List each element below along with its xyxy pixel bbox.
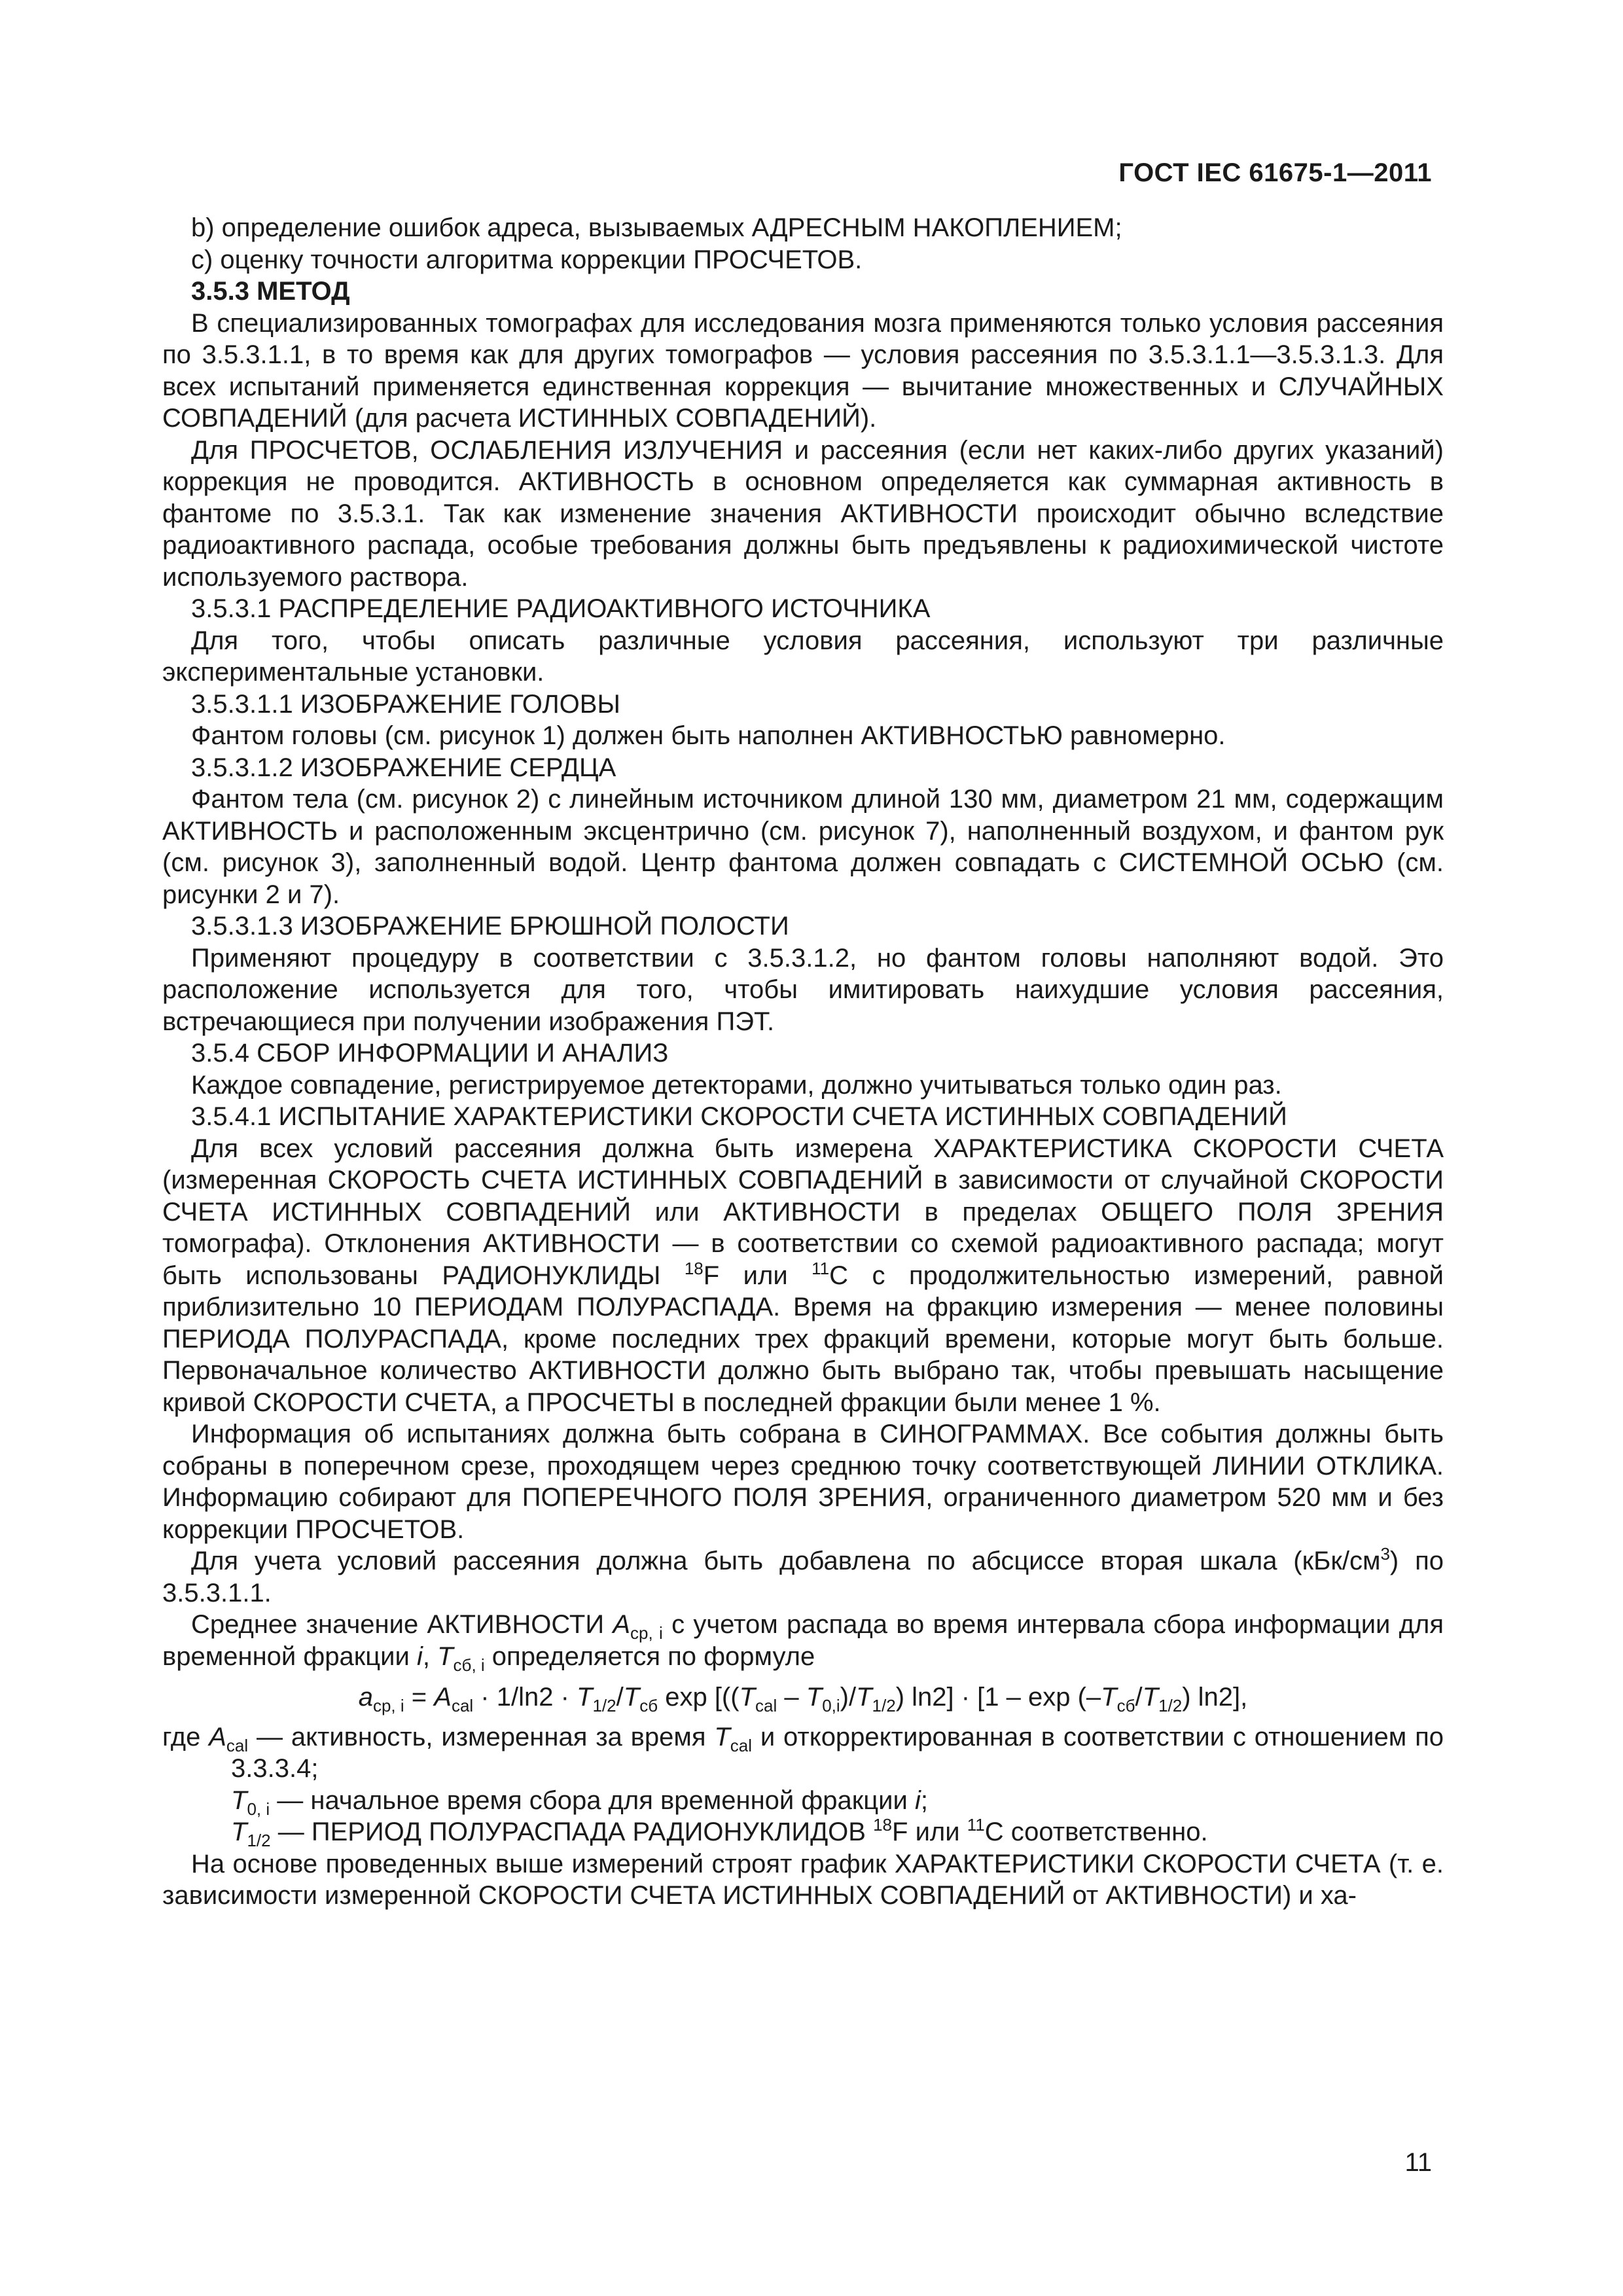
paragraph: Фантом головы (см. рисунок 1) должен быть наполнен АКТИВНОСТЬЮ равномерно. [191,721,1226,750]
paragraph: В специализированных томографах для исследования мозга применяются только условия рассеяния по 3.5.3.1.1, в то время как для других томографов — условия рассеяния по 3.5.3.1.1—3.5.3.1.3. Для всех испытаний применяется единственная коррекция — вычитание множественных и СЛУЧАЙНЫХ СОВПАДЕНИЙ (для расчета ИСТИННЫХ СОВПАДЕНИЙ). [162,308,1444,433]
formula-text: / [1135,1683,1143,1712]
formula-subscript: ср, i [372,1696,404,1715]
subscript: cal [226,1735,249,1755]
text-run: с учетом распада во время интервала сбора информации для временной фракции [162,1610,1444,1671]
subscript: 0, i [247,1799,270,1819]
formula-subscript: 1/2 [872,1696,896,1715]
symbol-T: T [437,1641,454,1671]
paragraph: Информация об испытаниях должна быть собрана в СИНОГРАММАХ. Все события должны быть собраны в поперечном срезе, проходящем через среднюю точку соответствующей ЛИНИИ ОТКЛИКА. Информацию собирают для ПОПЕРЕЧНОГО ПОЛЯ ЗРЕНИЯ, ограниченного диаметром 520 мм и без коррекции ПРОСЧЕТОВ. [162,1420,1444,1544]
where-clause-acal [162,1721,1444,1785]
subsection-heading-3-5-4-1: 3.5.4.1 ИСПЫТАНИЕ ХАРАКТЕРИСТИКИ СКОРОСТИ СЧЕТА ИСТИННЫХ СОВПАДЕНИЙ [191,1102,1287,1131]
symbol-A: A [613,1610,631,1639]
symbol-A: A [209,1722,226,1751]
formula-symbol: a [358,1683,373,1712]
isotope-mass-number: 18 [684,1258,704,1278]
paragraph: На основе проведенных выше измерений строят график ХАРАКТЕРИСТИКИ СКОРОСТИ СЧЕТА (т. е. зависимости измеренной СКОРОСТИ СЧЕТА ИСТИННЫХ СОВПАДЕНИЙ от АКТИВНОСТИ) и ха- [162,1849,1444,1910]
formula-subscript: cal [451,1696,474,1715]
subscript: ср, i [630,1623,663,1643]
formula-text: · 1/ln2 · [473,1683,577,1712]
formula [162,1681,1444,1713]
paragraph-second-scale [162,1545,1444,1609]
symbol-T: T [231,1785,247,1815]
symbol-T: T [714,1722,730,1751]
document-header: ГОСТ IEC 61675-1—2011 [1118,158,1432,187]
paragraph: Фантом тела (см. рисунок 2) с линейным источником длиной 130 мм, диаметром 21 мм, содержащим АКТИВНОСТЬ и расположенным эксцентрично (см. рисунок 7), наполненный воздухом, и фантом рук (см. рисунок 3), заполненный водой. Центр фантома должен совпадать с СИСТЕМНОЙ ОСЬЮ (см. рисунки 2 и 7). [162,785,1444,909]
text-run: — ПЕРИОД ПОЛУРАСПАДА РАДИОНУКЛИДОВ [270,1818,874,1846]
isotope-mass-number: 11 [967,1815,985,1835]
text-run: где [162,1722,209,1751]
page-number: 11 [1404,2148,1432,2177]
subsection-heading-3-5-3-1-3: 3.5.3.1.3 ИЗОБРАЖЕНИЕ БРЮШНОЙ ПОЛОСТИ [191,912,789,941]
text-run: Среднее значение АКТИВНОСТИ [191,1610,613,1639]
paragraph: Применяют процедуру в соответствии с 3.5.3.1.2, но фантом головы наполняют водой. Это расположение используется для того, чтобы имитировать наихудшие условия рассеяния, встречающиеся при получении изображения ПЭТ. [162,943,1444,1036]
formula-subscript: 0,i [822,1696,840,1715]
superscript: 3 [1380,1544,1390,1564]
subscript: сб, i [453,1655,485,1675]
text-run: определяется по формуле [484,1641,815,1671]
text-run: F или [892,1818,967,1846]
paragraph: Каждое совпадение, регистрируемое детекторами, должно учитываться только один раз. [191,1070,1282,1100]
subsection-heading-3-5-3-1: 3.5.3.1 РАСПРЕДЕЛЕНИЕ РАДИОАКТИВНОГО ИСТОЧНИКА [191,594,931,623]
isotope-mass-number: 11 [812,1258,830,1278]
text-run: C с продолжительностью измерений, равной приблизительно 10 ПЕРИОДАМ ПОЛУРАСПАДА. Время на фракцию измерения — менее половины ПЕРИОДА ПОЛУРАСПАДА, кроме последних трех фракций времени, которые могут быть больше. Первоначальное количество АКТИВНОСТИ должно быть выбрано так, чтобы превышать насыщение кривой СКОРОСТИ СЧЕТА, а ПРОСЧЕТЫ в последней фракции были менее 1 %. [162,1261,1444,1417]
paragraph-mean-activity [162,1609,1444,1675]
document-body [162,212,1444,1912]
text-run: , [422,1641,438,1671]
symbol-T: T [231,1818,247,1846]
formula-subscript: 1/2 [592,1696,616,1715]
subsection-heading-3-5-4: 3.5.4 СБОР ИНФОРМАЦИИ И АНАЛИЗ [191,1039,669,1067]
text-run: — активность, измеренная за время [248,1722,715,1751]
formula-subscript: 1/2 [1158,1696,1183,1715]
subscript: cal [730,1735,753,1755]
formula-text: = [404,1683,435,1712]
subscript: 1/2 [247,1831,271,1850]
formula-symbol: T [1142,1683,1159,1712]
where-clause-t0 [162,1785,1444,1817]
formula-text: ) ln2], [1182,1683,1248,1712]
formula-subscript: сб [1116,1696,1135,1715]
text-run: — начальное время сбора для временной фракции [270,1785,915,1815]
text-run: F или [703,1261,812,1290]
text-run: Для учета условий рассеяния должна быть добавлена по абсциссе вторая шкала (кБк/см [191,1547,1381,1575]
text-run: C соответственно. [984,1818,1208,1846]
formula-subscript: сб [639,1696,658,1715]
text-run: ) по 3.5.3.1.1. [162,1547,1444,1607]
formula-text: exp [(( [658,1683,740,1712]
formula-symbol: T [739,1683,756,1712]
formula-text: / [616,1683,624,1712]
formula-text: – [777,1683,806,1712]
text-run: и откорректированная в соответствии с отношением по 3.3.3.4; [231,1722,1444,1783]
symbol-i: i [914,1785,921,1815]
symbol-i: i [416,1641,423,1671]
formula-subscript: cal [755,1696,777,1715]
formula-symbol: T [623,1683,640,1712]
formula-text: )/ [840,1683,857,1712]
formula-symbol: T [577,1683,593,1712]
formula-symbol: A [434,1683,452,1712]
formula-symbol: T [1101,1683,1117,1712]
isotope-mass-number: 18 [873,1815,893,1835]
list-item-c: c) оценку точности алгоритма коррекции ПРОСЧЕТОВ. [191,245,863,274]
text-run: Для всех условий рассеяния должна быть измерена ХАРАКТЕРИСТИКА СКОРОСТИ СЧЕТА (измеренная СКОРОСТЬ СЧЕТА ИСТИННЫХ СОВПАДЕНИЙ в зависимости от случайной СКОРОСТИ СЧЕТА ИСТИННЫХ СОВПАДЕНИЙ или АКТИВНОСТИ в пределах ОБЩЕГО ПОЛЯ ЗРЕНИЯ томографа). Отклонения АКТИВНОСТИ — в соответствии со схемой радиоактивного распада; могут быть использованы РАДИОНУКЛИДЫ [162,1134,1444,1290]
list-item-b: b) определение ошибок адреса, вызываемых АДРЕСНЫМ НАКОПЛЕНИЕМ; [191,213,1122,242]
paragraph: Для ПРОСЧЕТОВ, ОСЛАБЛЕНИЯ ИЗЛУЧЕНИЯ и рассеяния (если нет каких-либо других указаний) коррекция не проводится. АКТИВНОСТЬ в основном определяется как суммарная активность в фантоме по 3.5.3.1. Так как изменение значения АКТИВНОСТИ происходит обычно вследствие радиоактивного распада, особые требования должны быть предъявлены к радиохимической чистоте используемого раствора. [162,435,1444,592]
formula-text: ) ln2] · [1 – exp (– [895,1683,1101,1712]
subsection-heading-3-5-3-1-1: 3.5.3.1.1 ИЗОБРАЖЕНИЕ ГОЛОВЫ [191,689,620,719]
paragraph-count-rate [162,1133,1444,1419]
formula-symbol: T [806,1683,823,1712]
text-run: ; [920,1785,928,1815]
where-clause-half-life [162,1816,1444,1848]
subsection-heading-3-5-3-1-2: 3.5.3.1.2 ИЗОБРАЖЕНИЕ СЕРДЦА [191,753,616,782]
paragraph: Для того, чтобы описать различные условия рассеяния, используют три различные экспериментальные установки. [162,626,1444,687]
formula-symbol: T [856,1683,872,1712]
section-heading-3-5-3: 3.5.3 МЕТОД [191,277,350,306]
